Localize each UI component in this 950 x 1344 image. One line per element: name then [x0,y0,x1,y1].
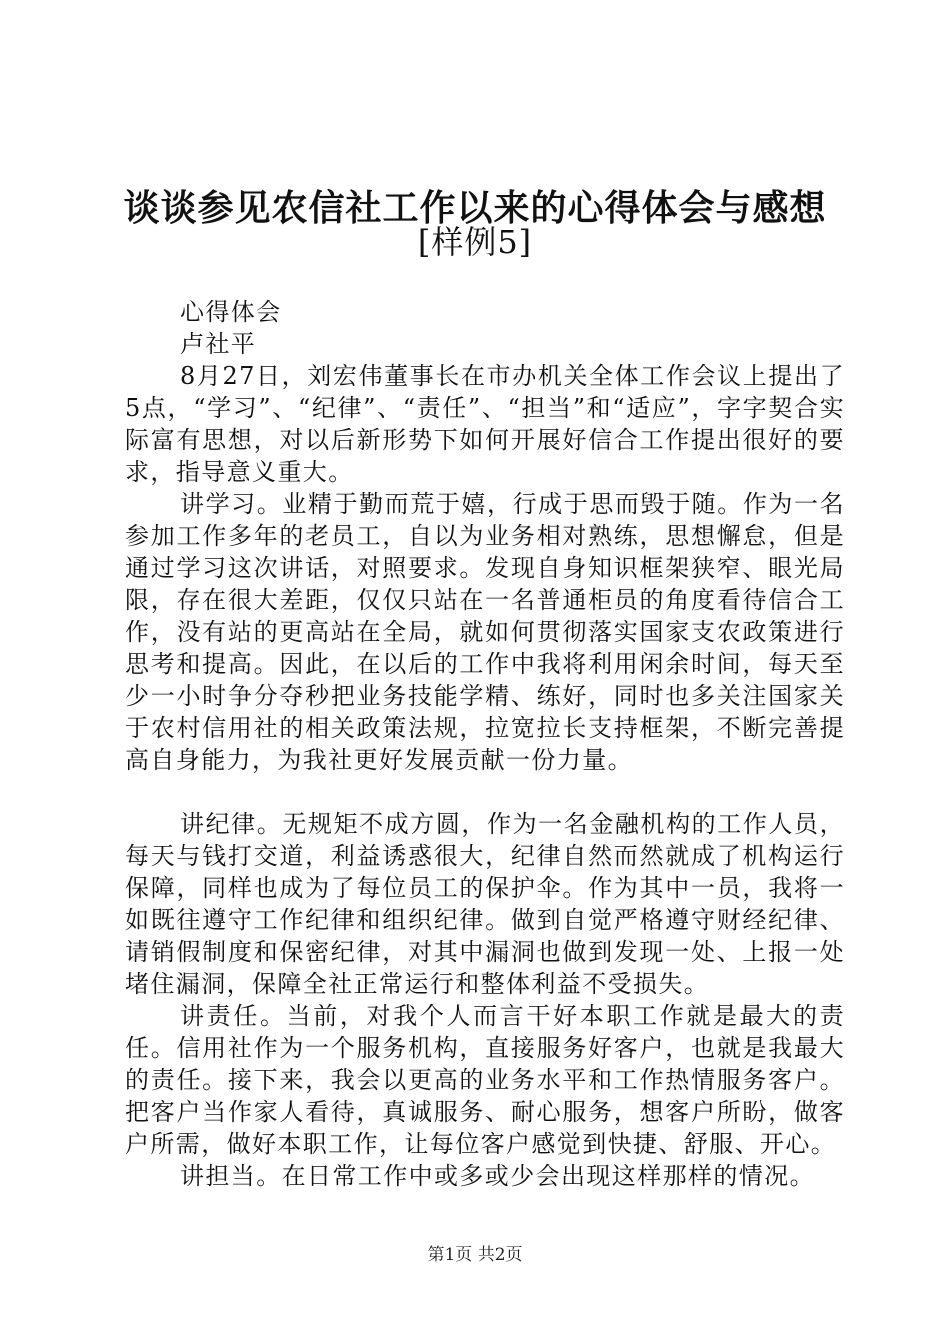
page-number-footer: 第1页 共2页 [427,1245,523,1265]
document-title-sample-label: [样例5] [417,223,533,261]
paragraph-discipline: 讲纪律。无规矩不成方圆，作为一名金融机构的工作人员，每天与钱打交道，利益诱惑很大，纪律自然而然就成了机构运行保障，同样也成为了每位员工的保护伞。作为其中一员，我将一如既往遵守工作纪律和组织纪律。做到自觉严格遵守财经纪律、请销假制度和保密纪律，对其中漏洞也做到发现一处、上报一处堵住漏洞，保障全社正常运行和整体利益不受损失。 [125,810,845,998]
paragraph-commitment: 讲担当。在日常工作中或多或少会出现这样那样的情况。 [180,1162,815,1190]
document-label: 心得体会 [180,298,282,326]
paragraph-study: 讲学习。业精于勤而荒于嬉，行成于思而毁于随。作为一名参加工作多年的老员工，自以为业务相对熟练，思想懈怠，但是通过学习这次讲话，对照要求。发现自身知识框架狭窄、眼光局限，存在很大差距，仅仅只站在一名普通柜员的角度看待信合工作，没有站的更高站在全局，就如何贯彻落实国家支农政策进行思考和提高。因此，在以后的工作中我将利用闲余时间，每天至少一小时争分夺秒把业务技能学精、练好，同时也多关注国家关于农村信用社的相关政策法规，拉宽拉长支持框架，不断完善提高自身能力，为我社更好发展贡献一份力量。 [125,490,845,774]
paragraph-responsibility: 讲责任。当前，对我个人而言干好本职工作就是最大的责任。信用社作为一个服务机构，直接服务好客户，也就是我最大的责任。接下来，我会以更高的业务水平和工作热情服务客户。把客户当作家人看待，真诚服务、耐心服务，想客户所盼，做客户所需，做好本职工作，让每位客户感觉到快捷、舒服、开心。 [125,1002,845,1158]
paragraph-intro: 8月27日，刘宏伟董事长在市办机关全体工作会议上提出了5点，“学习”、“纪律”、“责任”、“担当”和“适应”，字字契合实际富有思想，对以后新形势下如何开展好信合工作提出很好的要求，指导意义重大。 [125,362,845,486]
document-author: 卢社平 [180,330,257,358]
paragraph-spacer [125,776,845,808]
document-title: 谈谈参见农信社工作以来的心得体会与感想 [123,187,827,229]
document-body [125,296,845,1192]
